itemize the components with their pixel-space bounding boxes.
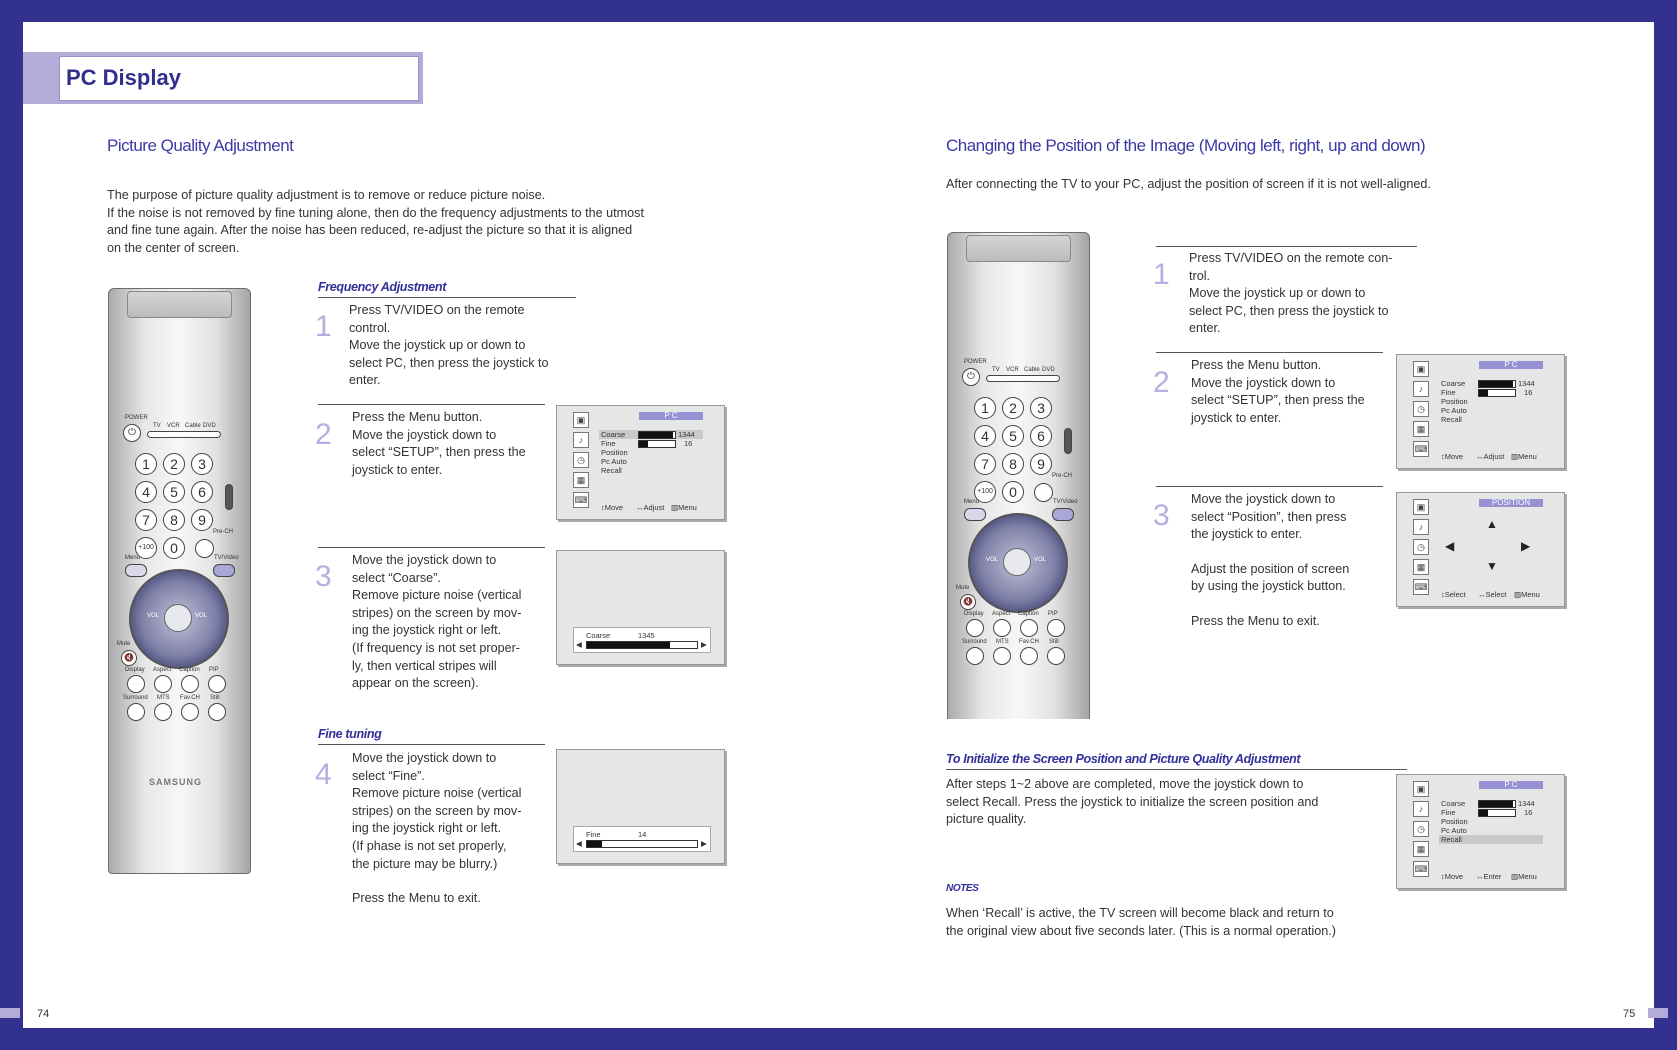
mts-button[interactable]: [154, 703, 172, 721]
surround-button[interactable]: [127, 703, 145, 721]
digit-4-button[interactable]: 4: [135, 481, 157, 503]
notes-title: NOTES: [946, 883, 979, 894]
mts-label: MTS: [157, 695, 170, 701]
mode-tv-label: TV: [992, 367, 1000, 373]
tvvideo-label: TV/Video: [1053, 499, 1078, 505]
digit-7-button[interactable]: 7: [974, 453, 996, 475]
osd-fine-value: 16: [684, 439, 693, 448]
vol-up-label: VOL: [1034, 557, 1047, 563]
display-label: Display: [964, 611, 984, 617]
section-title-box: [59, 56, 419, 101]
osd-footer-menu: ▥Menu: [1511, 452, 1537, 461]
initialize-rule: [946, 769, 1407, 770]
caption-label: Caption: [1018, 611, 1039, 617]
osd-fine-bar: [1478, 809, 1516, 817]
digit-2-button[interactable]: 2: [163, 453, 185, 475]
osd-footer-adjust: ↔Adjust: [1476, 452, 1505, 461]
osd-coarse: Coarse: [1441, 799, 1466, 808]
digit-1-button[interactable]: 1: [135, 453, 157, 475]
vol-down-label: VOL: [147, 613, 160, 619]
joystick-center[interactable]: [164, 604, 192, 632]
power-label: POWER: [125, 415, 148, 421]
digit-3-button[interactable]: 3: [191, 453, 213, 475]
osd-pcauto: Pc Auto: [1441, 826, 1467, 835]
tvvideo-label: TV/Video: [214, 555, 239, 561]
mode-vcr-label: VCR: [167, 423, 180, 429]
fine-tuning-title: Fine tuning: [318, 727, 382, 741]
left-step3-rule: [318, 547, 545, 548]
initialize-text: After steps 1~2 above are completed, move the joystick down to select Recall. Press the joystick to initialize the screen position and picture quality.: [946, 777, 1319, 827]
power-button[interactable]: ⏻: [962, 368, 980, 386]
osd-position: Position: [1441, 817, 1468, 826]
mts-button[interactable]: [993, 647, 1011, 665]
tvvideo-button[interactable]: [1052, 508, 1074, 521]
samsung-logo: SAMSUNG: [149, 777, 203, 787]
fine-gauge-label: Fine: [586, 830, 601, 839]
fine-gauge-screen: [556, 749, 725, 864]
joystick-center[interactable]: [1003, 548, 1031, 576]
display-button[interactable]: [127, 675, 145, 693]
digit-9-button[interactable]: 9: [1030, 453, 1052, 475]
osd-coarse-bar: [1478, 800, 1516, 808]
left-step3-number: 3: [315, 560, 332, 593]
favch-button[interactable]: [181, 703, 199, 721]
coarse-left-arrow: ◀: [576, 640, 582, 649]
fine-gauge: [573, 826, 711, 852]
left-step1-text: Press TV/VIDEO on the remote control. Move the joystick up or down to select PC, then press the joystick to enter.: [349, 303, 549, 388]
coarse-gauge: [573, 627, 711, 653]
fine-title-rule: [318, 744, 545, 745]
osd-side-icons: ▣ ♪ ◷ ▦ ⌨: [1413, 499, 1431, 599]
digit-3-button[interactable]: 3: [1030, 397, 1052, 419]
right-step3-rule: [1156, 486, 1383, 487]
right-heading: Changing the Position of the Image (Moving left, right, up and down): [946, 136, 1426, 155]
left-page-tab: [0, 1008, 20, 1018]
favch-button[interactable]: [1020, 647, 1038, 665]
osd-pcauto: Pc Auto: [601, 457, 627, 466]
prech-label: Pre-CH: [1052, 473, 1073, 479]
left-step3-text: Move the joystick down to select “Coarse”. Remove picture noise (vertical stripes) on the screen by mov- ing the joystick right or left. (If frequency is not set proper- ly, then vertical stripes will appear on the screen).: [352, 553, 522, 691]
osd-fine: Fine: [1441, 808, 1456, 817]
left-step4-text: Move the joystick down to select “Fine”. Remove picture noise (vertical stripes) on the screen by mov- ing the joystick right or left. (If phase is not set properly, the picture may be blurry.) Press the Menu to exit.: [352, 751, 522, 906]
power-button[interactable]: ⏻: [123, 424, 141, 442]
osd-footer-select-v: ↕Select: [1441, 590, 1466, 599]
prech-button[interactable]: [1034, 483, 1053, 502]
osd-pc-menu-left: [556, 405, 725, 520]
notes-text: When ‘Recall’ is active, the TV screen will become black and return to the original view about five seconds later. (This is a normal operation.): [946, 906, 1336, 938]
surround-button[interactable]: [966, 647, 984, 665]
move-right-icon: ▶: [1521, 539, 1531, 553]
caption-button[interactable]: [181, 675, 199, 693]
osd-coarse-bar: [638, 431, 676, 439]
manual-page: [23, 22, 1654, 1028]
digit-4-button[interactable]: 4: [974, 425, 996, 447]
osd-fine-bar: [1478, 389, 1516, 397]
menu-label: Menu: [125, 555, 141, 561]
left-page-number: 74: [37, 1008, 50, 1020]
mode-cable-label: Cable: [1024, 367, 1040, 373]
prech-label: Pre-CH: [213, 529, 234, 535]
fine-gauge-value: 14: [638, 830, 647, 839]
frequency-adjustment-title: Frequency Adjustment: [318, 280, 446, 294]
move-down-icon: ▼: [1486, 559, 1498, 573]
right-step1-rule: [1156, 246, 1417, 247]
coarse-gauge-value: 1345: [638, 631, 655, 640]
initialize-title: To Initialize the Screen Position and Picture Quality Adjustment: [946, 752, 1301, 766]
remote-top-cap: [127, 291, 232, 318]
digit-1-button[interactable]: 1: [974, 397, 996, 419]
osd-recall: Recall: [1441, 415, 1462, 424]
channel-rocker[interactable]: [1064, 428, 1072, 454]
display-button[interactable]: [966, 619, 984, 637]
osd-recall: Recall: [601, 466, 622, 475]
right-page-number: 75: [1623, 1008, 1636, 1020]
remote-control-left: [108, 288, 251, 874]
aspect-label: Aspect: [153, 667, 172, 673]
menu-button[interactable]: [125, 564, 147, 577]
right-page-tab: [1648, 1008, 1668, 1018]
osd-pc-menu-right: [1396, 354, 1565, 469]
coarse-gauge-track: [586, 641, 698, 649]
osd-header: P C: [1479, 361, 1543, 369]
osd-position-header: POSITION: [1479, 499, 1543, 507]
left-step4-number: 4: [315, 758, 332, 791]
caption-label: Caption: [179, 667, 200, 673]
osd-footer-adjust: ↔Adjust: [636, 503, 665, 512]
digit-6-button[interactable]: 6: [191, 481, 213, 503]
left-step2-rule: [318, 404, 545, 405]
osd-header: P C: [1479, 781, 1543, 789]
tvvideo-button[interactable]: [213, 564, 235, 577]
digit-9-button[interactable]: 9: [191, 509, 213, 531]
right-intro: After connecting the TV to your PC, adjust the position of screen if it is not well-aligned.: [946, 177, 1431, 191]
left-step1-number: 1: [315, 310, 332, 343]
mute-label: Mute: [956, 585, 970, 591]
osd-recall-menu: [1396, 774, 1565, 889]
right-step2-rule: [1156, 352, 1383, 353]
caption-button[interactable]: [1020, 619, 1038, 637]
favch-label: Fav.CH: [180, 695, 200, 701]
osd-footer-move: ↕Move: [601, 503, 624, 512]
remote-control-right: [947, 232, 1090, 719]
aspect-button[interactable]: [993, 619, 1011, 637]
osd-side-icons: ▣ ♪ ◷ ▦ ⌨: [573, 412, 591, 512]
osd-coarse-value: 1344: [1518, 799, 1535, 808]
still-label: Still: [210, 695, 220, 701]
osd-pcauto: Pc Auto: [1441, 406, 1467, 415]
aspect-label: Aspect: [992, 611, 1011, 617]
mute-label: Mute: [117, 641, 131, 647]
coarse-gauge-screen: [556, 550, 725, 665]
mode-cable-label: Cable: [185, 423, 201, 429]
freq-title-rule: [318, 297, 576, 298]
digit-5-button[interactable]: 5: [163, 481, 185, 503]
mute-button[interactable]: 🔇: [121, 650, 137, 666]
prech-button[interactable]: [195, 539, 214, 558]
osd-footer-menu: ▥Menu: [1514, 590, 1540, 599]
favch-label: Fav.CH: [1019, 639, 1039, 645]
osd-coarse-value: 1344: [1518, 379, 1535, 388]
osd-coarse: Coarse: [1441, 379, 1466, 388]
pip-label: PIP: [209, 667, 219, 673]
surround-label: Surround: [123, 695, 148, 701]
mode-dvd-label: DVD: [1042, 367, 1055, 373]
digit-0-button[interactable]: 0: [1002, 481, 1024, 503]
remote-top-cap: [966, 235, 1071, 262]
still-button[interactable]: [208, 703, 226, 721]
coarse-gauge-label: Coarse: [586, 631, 611, 640]
left-heading: Picture Quality Adjustment: [107, 136, 294, 155]
osd-fine-value: 16: [1524, 808, 1533, 817]
digit-0-button[interactable]: 0: [163, 537, 185, 559]
left-intro: The purpose of picture quality adjustment is to remove or reduce picture noise. If the noise is not removed by fine tuning alone, then do the frequency adjustments to the utmost and fine tune again. After the noise has been reduced, re-adjust the picture so that it is aligned on the center of screen.: [107, 188, 644, 255]
surround-label: Surround: [962, 639, 987, 645]
pip-label: PIP: [1048, 611, 1058, 617]
mts-label: MTS: [996, 639, 1009, 645]
left-step2-number: 2: [315, 418, 332, 451]
osd-position-menu: [1396, 492, 1565, 607]
fine-left-arrow: ◀: [576, 839, 582, 848]
osd-footer-menu: ▥Menu: [1511, 872, 1537, 881]
osd-side-icons: ▣ ♪ ◷ ▦ ⌨: [1413, 781, 1431, 881]
osd-fine-value: 16: [1524, 388, 1533, 397]
right-step3-number: 3: [1153, 499, 1170, 532]
pip-button[interactable]: [208, 675, 226, 693]
osd-footer-move: ↕Move: [1441, 452, 1464, 461]
mode-dvd-label: DVD: [203, 423, 216, 429]
right-step2-text: Press the Menu button. Move the joystick down to select “SETUP”, then press the joystick to enter.: [1191, 358, 1365, 425]
plus100-button[interactable]: +100: [974, 481, 996, 503]
move-left-icon: ◀: [1445, 539, 1455, 553]
aspect-button[interactable]: [154, 675, 172, 693]
digit-8-button[interactable]: 8: [1002, 453, 1024, 475]
digit-2-button[interactable]: 2: [1002, 397, 1024, 419]
right-step2-number: 2: [1153, 366, 1170, 399]
fine-gauge-track: [586, 840, 698, 848]
osd-footer-move: ↕Move: [1441, 872, 1464, 881]
mode-vcr-label: VCR: [1006, 367, 1019, 373]
right-step1-number: 1: [1153, 258, 1170, 291]
mode-selector[interactable]: [986, 375, 1060, 382]
digit-8-button[interactable]: 8: [163, 509, 185, 531]
mode-tv-label: TV: [153, 423, 161, 429]
osd-coarse-value: 1344: [678, 430, 695, 439]
still-button[interactable]: [1047, 647, 1065, 665]
osd-fine: Fine: [601, 439, 616, 448]
fine-right-arrow: ▶: [701, 839, 707, 848]
section-title: PC Display: [66, 65, 181, 90]
osd-position: Position: [601, 448, 628, 457]
right-step3-text: Move the joystick down to select “Position”, then press the joystick to enter. Adjust the position of screen by using the joystick button. Press the Menu to exit.: [1191, 492, 1350, 628]
right-step1-text: Press TV/VIDEO on the remote con- trol. Move the joystick up or down to select PC, then press the joystick to enter.: [1189, 251, 1393, 336]
still-label: Still: [1049, 639, 1059, 645]
osd-fine-bar: [638, 440, 676, 448]
osd-position: Position: [1441, 397, 1468, 406]
osd-footer-menu: ▥Menu: [671, 503, 697, 512]
vol-up-label: VOL: [195, 613, 208, 619]
coarse-right-arrow: ▶: [701, 640, 707, 649]
power-label: POWER: [964, 359, 987, 365]
osd-fine: Fine: [1441, 388, 1456, 397]
osd-recall: Recall: [1441, 835, 1462, 844]
osd-coarse-bar: [1478, 380, 1516, 388]
mute-button[interactable]: 🔇: [960, 594, 976, 610]
digit-6-button[interactable]: 6: [1030, 425, 1052, 447]
osd-footer-select-h: ↔Select: [1478, 590, 1507, 599]
plus100-button[interactable]: +100: [135, 537, 157, 559]
pip-button[interactable]: [1047, 619, 1065, 637]
osd-header: P C: [639, 412, 703, 420]
osd-side-icons: ▣ ♪ ◷ ▦ ⌨: [1413, 361, 1431, 461]
menu-button[interactable]: [964, 508, 986, 521]
display-label: Display: [125, 667, 145, 673]
move-up-icon: ▲: [1486, 517, 1498, 531]
osd-footer-enter: ↔Enter: [1476, 872, 1502, 881]
channel-rocker[interactable]: [225, 484, 233, 510]
digit-7-button[interactable]: 7: [135, 509, 157, 531]
vol-down-label: VOL: [986, 557, 999, 563]
section-tab: [23, 52, 423, 104]
left-step2-text: Press the Menu button. Move the joystick down to select “SETUP”, then press the joystick to enter.: [352, 410, 526, 477]
digit-5-button[interactable]: 5: [1002, 425, 1024, 447]
osd-coarse: Coarse: [601, 430, 626, 439]
mode-selector[interactable]: [147, 431, 221, 438]
menu-label: Menu: [964, 499, 980, 505]
